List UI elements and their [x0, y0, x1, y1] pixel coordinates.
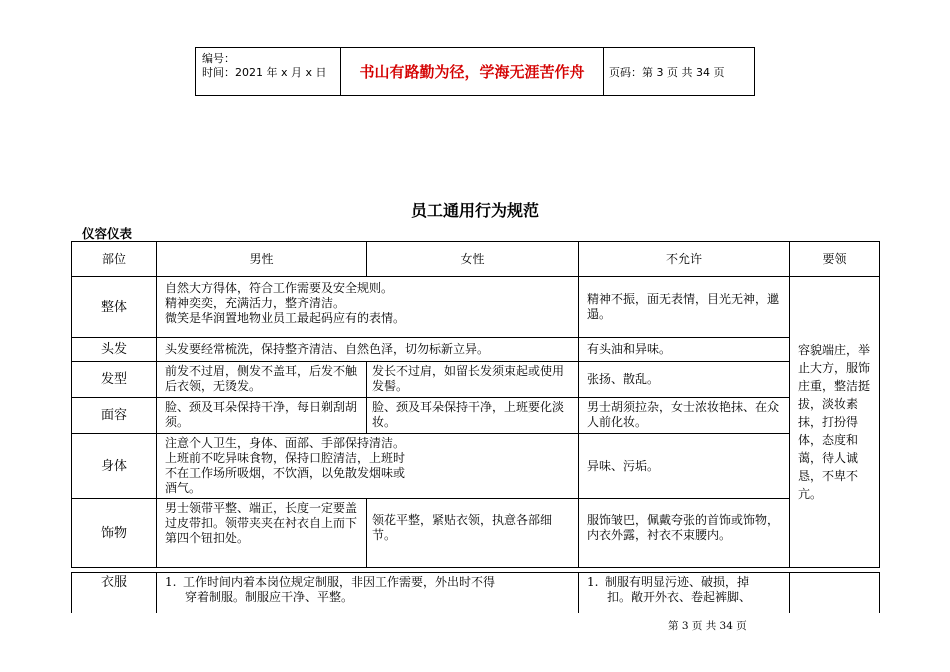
- row-content: [157, 573, 579, 613]
- row-part: 整体: [72, 277, 157, 338]
- row-not-allowed: 服饰皱巴，佩戴夸张的首饰或饰物，内衣外露，衬衣不束腰内。: [579, 499, 790, 568]
- row-not-allowed: 精神不振，面无表情，目光无神，邋遢。: [579, 277, 790, 338]
- document-title: 员工通用行为规范: [410, 201, 539, 220]
- row-common-text: 注意个人卫生，身体、面部、手部保持清洁。上班前不吃异味食物，保持口腔清洁，上班时不在工作场所吸烟，不饮酒，以免散发烟味或酒气。: [165, 436, 406, 495]
- header-male: 男性: [157, 242, 367, 277]
- item-text-cont: 穿着制服。制服应干净、平整。: [185, 590, 354, 604]
- row-male: 前发不过眉，侧发不盖耳，后发不触后衣领，无烫发。: [157, 362, 367, 398]
- row-common: [157, 434, 579, 499]
- page-header: [195, 47, 755, 96]
- table-row: [72, 499, 880, 568]
- row-not-allowed: [579, 573, 790, 613]
- header-part: 部位: [72, 242, 157, 277]
- row-common: 头发要经常梳洗，保持整齐清洁、自然色泽，切勿标新立异。: [157, 338, 579, 362]
- header-female: 女性: [367, 242, 579, 277]
- item-number: 1.: [165, 575, 177, 589]
- row-common-text: 自然大方得体，符合工作需要及安全规则。精神奕奕，充满活力，整齐清洁。: [165, 281, 394, 310]
- row-part: 身体: [72, 434, 157, 499]
- row-female: 脸、颈及耳朵保持干净，上班要化淡妆。: [367, 398, 579, 434]
- table-header-row: [72, 242, 880, 277]
- row-part: 饰物: [72, 499, 157, 568]
- header-page-label: 页码：第 3 页 共 34 页: [609, 65, 725, 79]
- item-text: 制服有明显污迹、破损，掉: [605, 575, 750, 589]
- row-female: 领花平整，紧贴衣领，执意各部细节。: [367, 499, 579, 568]
- row-common-text-2: 微笑是华润置地物业员工最起码应有的表情。: [165, 311, 406, 325]
- clothing-table: [71, 572, 880, 613]
- table-row: [72, 338, 880, 362]
- table-row: [72, 362, 880, 398]
- row-part: 面容: [72, 398, 157, 434]
- item-text-cont: 扣。敞开外衣、卷起裤脚、: [607, 590, 752, 604]
- header-meta: [196, 48, 341, 95]
- appearance-table: [71, 241, 880, 568]
- row-female: 发长不过肩，如留长发须束起或使用发髻。: [367, 362, 579, 398]
- item-text: 工作时间内着本岗位规定制服，非因工作需要，外出时不得: [183, 575, 496, 589]
- row-part: 发型: [72, 362, 157, 398]
- header-essentials: 要领: [790, 242, 880, 277]
- row-not-allowed: 张扬、散乱。: [579, 362, 790, 398]
- row-not-allowed: 男士胡须拉杂，女士浓妆艳抹、在众人前化妆。: [579, 398, 790, 434]
- item-number: 1.: [587, 575, 599, 589]
- time-label: 时间：2021 年 x 月 x 日: [202, 66, 327, 79]
- table-row: [72, 277, 880, 338]
- header-not-allowed: 不允许: [579, 242, 790, 277]
- section-title: 仪容仪表: [82, 226, 133, 241]
- row-part: 头发: [72, 338, 157, 362]
- row-common: [157, 277, 579, 338]
- table-row: [72, 434, 880, 499]
- row-male: 男士领带平整、端正，长度一定要盖过皮带扣。领带夹夹在衬衣自上而下第四个钮扣处。: [157, 499, 367, 568]
- row-part: 衣服: [72, 573, 157, 613]
- row-not-allowed: 异味、污垢。: [579, 434, 790, 499]
- header-motto: 书山有路勤为径，学海无涯苦作舟: [341, 48, 604, 95]
- essentials-cell: 容貌端庄，举止大方，服饰庄重，整洁挺拔，淡妆素抹，打扮得体，态度和蔼，待人诚恳，不卑不亢。: [790, 277, 880, 568]
- row-not-allowed: 有头油和异味。: [579, 338, 790, 362]
- table-row: [72, 573, 880, 613]
- row-essentials: [790, 573, 880, 613]
- page-footer: 第 3 页 共 34 页: [668, 620, 747, 632]
- table-row: [72, 398, 880, 434]
- row-male: 脸、颈及耳朵保持干净，每日剃刮胡须。: [157, 398, 367, 434]
- number-label: 编号：: [202, 52, 235, 65]
